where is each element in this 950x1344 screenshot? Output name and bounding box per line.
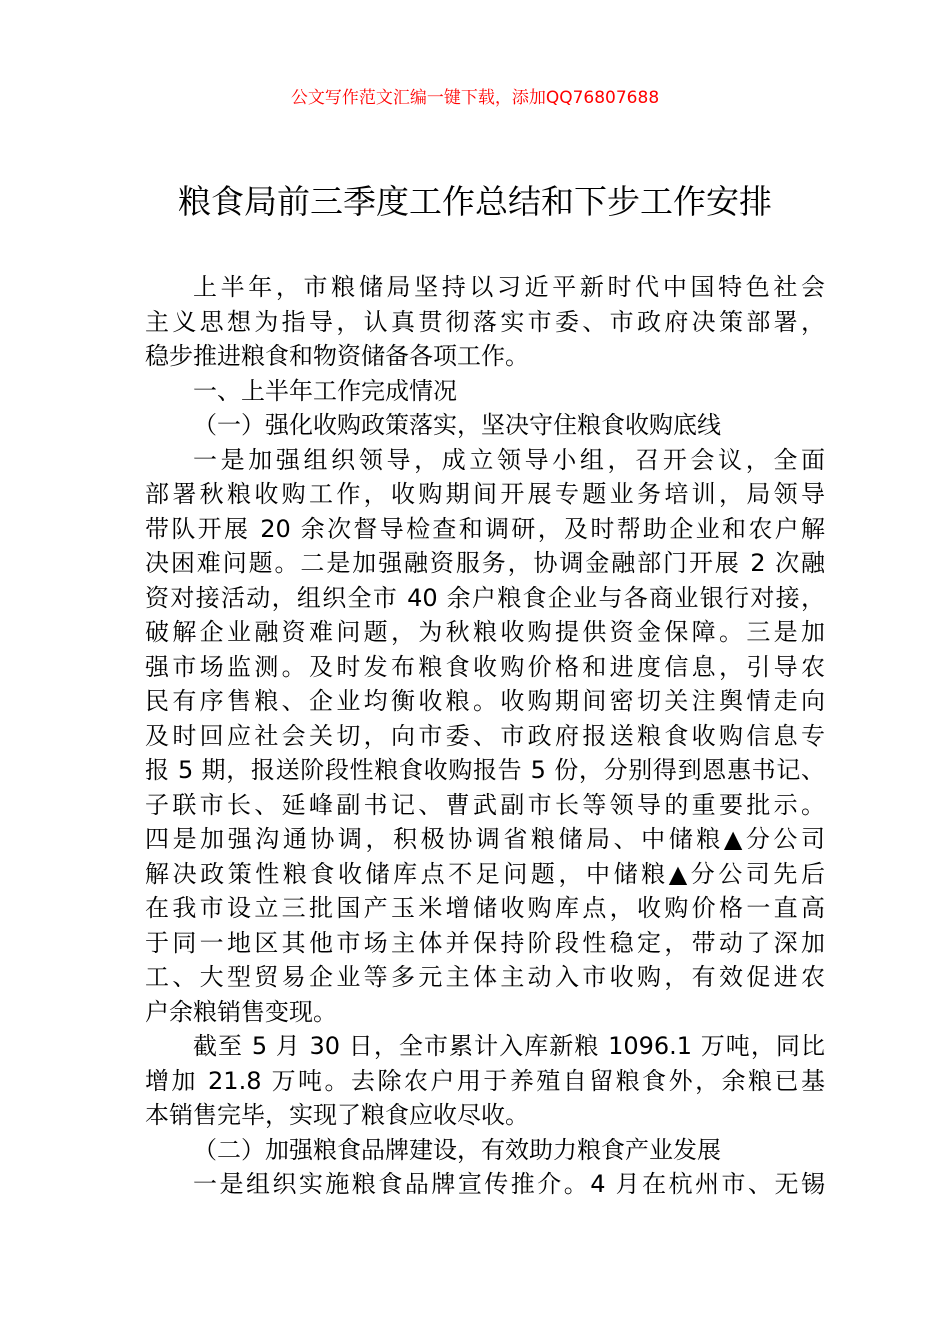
paragraph-line: 一是加强组织领导，成立领导小组，召开会议，全面 (193, 445, 825, 474)
paragraph-line: 上半年，市粮储局坚持以习近平新时代中国特色社会 (193, 273, 825, 301)
paragraph-line: 截至 5 月 30 日，全市累计入库新粮 1096.1 万吨，同比 (193, 1032, 825, 1060)
paragraph-line: 在我市设立三批国产玉米增储收购库点，收购价格一直高 (145, 894, 825, 922)
section-heading: 一、上半年工作完成情况 (193, 376, 457, 405)
document-title: 粮食局前三季度工作总结和下步工作安排 (178, 182, 772, 221)
paragraph-line: 及时回应社会关切，向市委、市政府报送粮食收购信息专 (145, 721, 825, 750)
paragraph-line: 带队开展 20 余次督导检查和调研，及时帮助企业和农户解 (145, 514, 825, 543)
paragraph-line: 强市场监测。及时发布粮食收购价格和进度信息，引导农 (145, 652, 825, 681)
paragraph-line: 资对接活动，组织全市 40 余户粮食企业与各商业银行对接， (145, 583, 825, 612)
paragraph-line: 解决政策性粮食收储库点不足问题，中储粮▲分公司先后 (145, 859, 825, 888)
paragraph-line: 决困难问题。二是加强融资服务，协调金融部门开展 2 次融 (145, 549, 825, 577)
paragraph-line: 子联市长、延峰副书记、曹武副市长等领导的重要批示。 (145, 790, 825, 819)
paragraph-line: 民有序售粮、企业均衡收粮。收购期间密切关注舆情走向 (145, 687, 825, 715)
paragraph-line: 户余粮销售变现。 (145, 997, 337, 1026)
paragraph-line: 报 5 期，报送阶段性粮食收购报告 5 份，分别得到恩惠书记、 (145, 756, 825, 784)
paragraph-line: 于同一地区其他市场主体并保持阶段性稳定，带动了深加 (145, 928, 825, 957)
paragraph-line: 主义思想为指导，认真贯彻落实市委、市政府决策部署， (145, 307, 825, 336)
paragraph-line: 增加 21.8 万吨。去除农户用于养殖自留粮食外，余粮已基 (145, 1066, 825, 1095)
header-download-note: 公文写作范文汇编一键下载，添加QQ76807688 (290, 88, 660, 108)
paragraph-line: 四是加强沟通协调，积极协调省粮储局、中储粮▲分公司 (145, 825, 825, 853)
paragraph-line: 破解企业融资难问题，为秋粮收购提供资金保障。三是加 (145, 618, 825, 646)
paragraph-line: 部署秋粮收购工作，收购期间开展专题业务培训，局领导 (145, 480, 825, 508)
paragraph-line: 稳步推进粮食和物资储备各项工作。 (145, 342, 529, 370)
paragraph-line: 本销售完毕，实现了粮食应收尽收。 (145, 1101, 529, 1129)
subsection-heading: （二）加强粮食品牌建设，有效助力粮食产业发展 (193, 1135, 721, 1164)
paragraph-line: 一是组织实施粮食品牌宣传推介。4 月在杭州市、无锡 (193, 1170, 825, 1198)
document-body (145, 270, 825, 1202)
subsection-heading: （一）强化收购政策落实，坚决守住粮食收购底线 (193, 411, 721, 439)
paragraph-line: 工、大型贸易企业等多元主体主动入市收购，有效促进农 (145, 963, 825, 991)
